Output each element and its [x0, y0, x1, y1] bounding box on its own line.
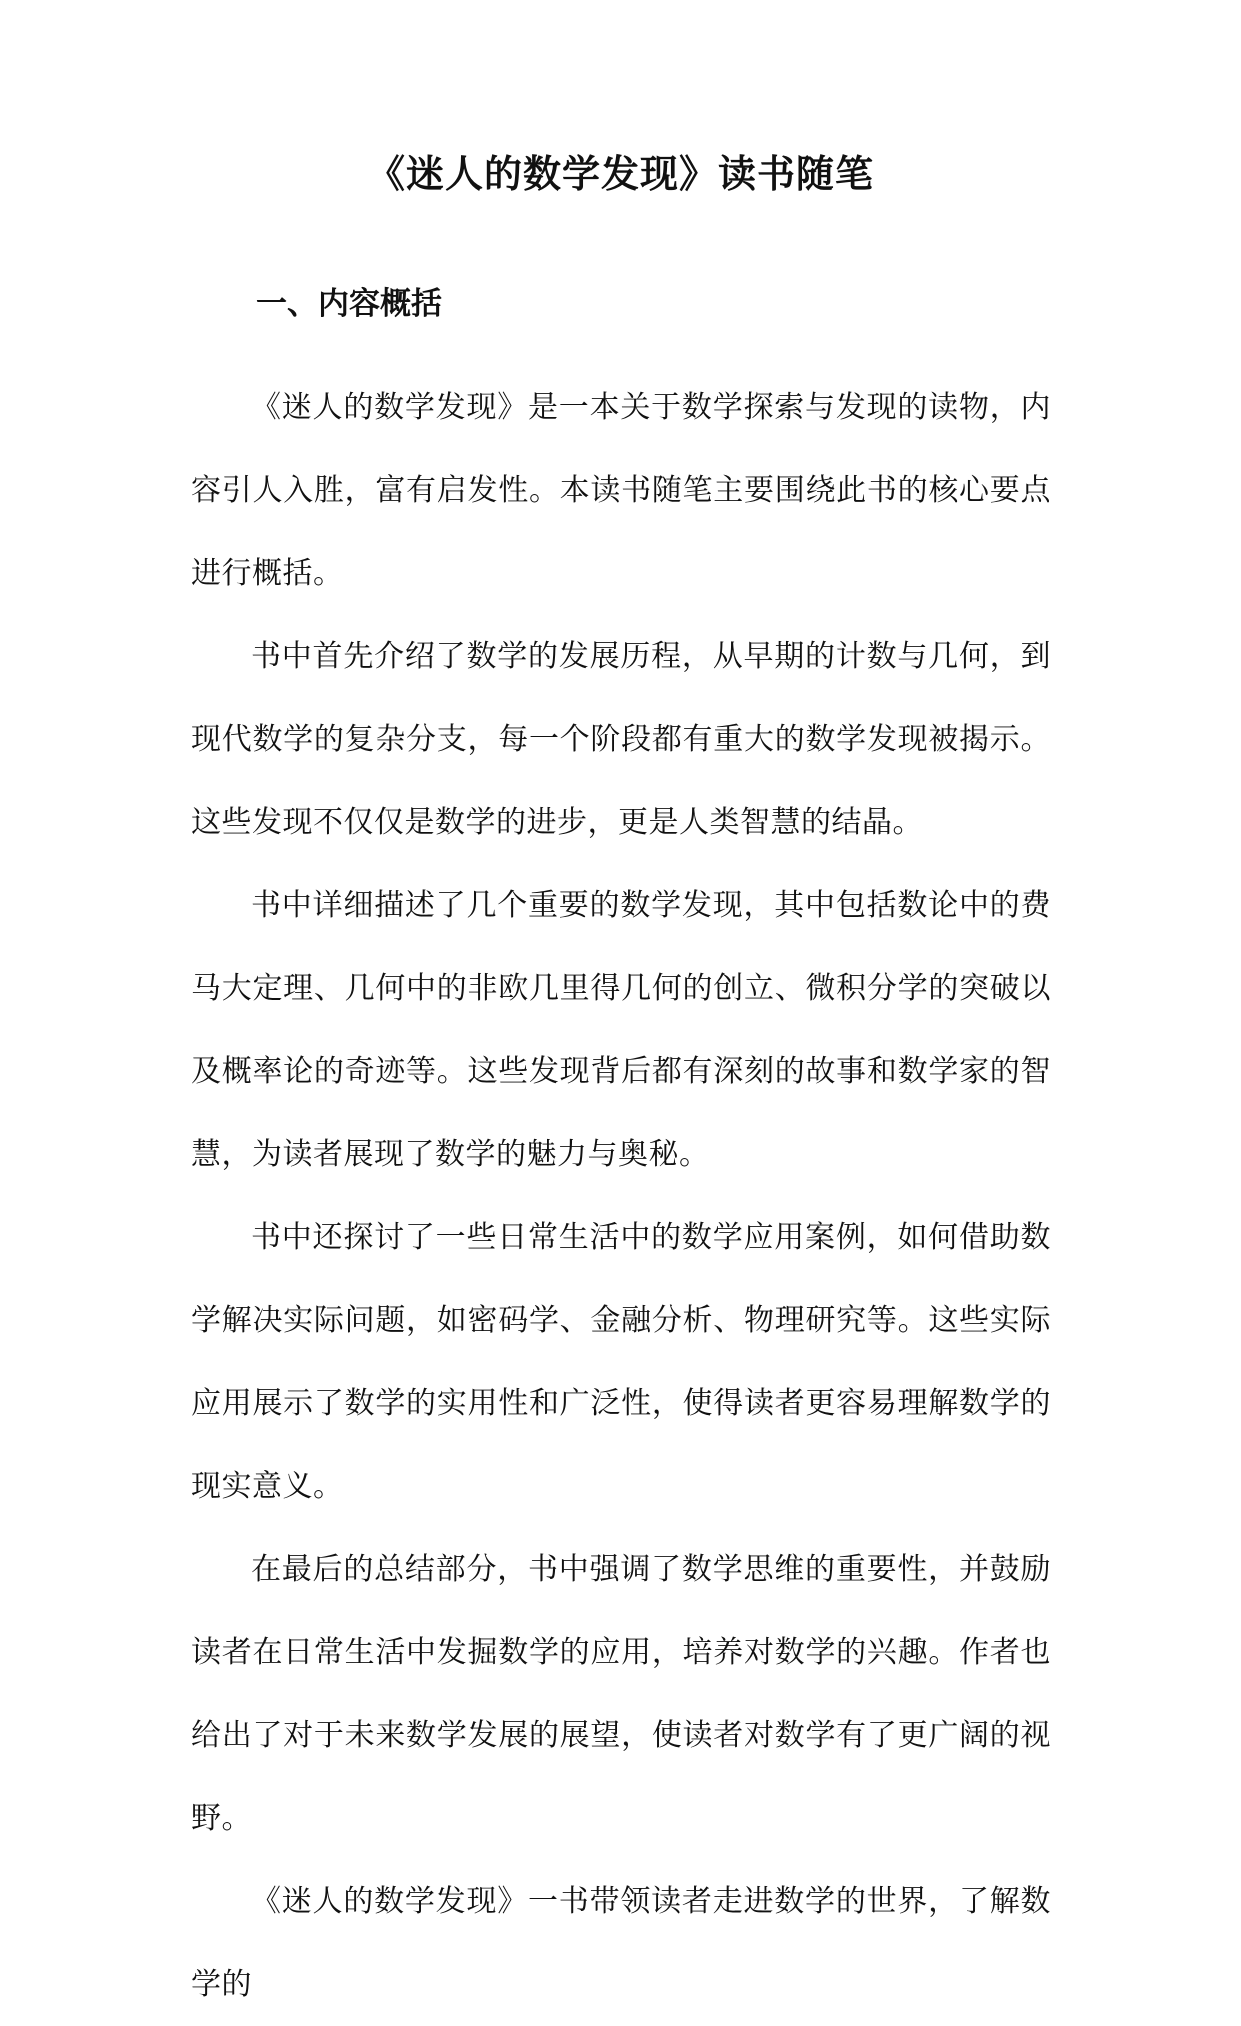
paragraph: 书中还探讨了一些日常生活中的数学应用案例，如何借助数学解决实际问题，如密码学、金融分析、物理研究等。这些实际应用展示了数学的实用性和广泛性，使得读者更容易理解数学的现实意义。 — [191, 1220, 1051, 1504]
section-heading: 一、内容概括 — [256, 286, 442, 322]
paragraph: 书中详细描述了几个重要的数学发现，其中包括数论中的费马大定理、几何中的非欧几里得几何的创立、微积分学的突破以及概率论的奇迹等。这些发现背后都有深刻的故事和数学家的智慧，为读者展现了数学的魅力与奥秘。 — [191, 888, 1051, 1172]
paragraph: 《迷人的数学发现》一书带领读者走进数学的世界，了解数学的 — [191, 1884, 1051, 2002]
paragraph: 在最后的总结部分，书中强调了数学思维的重要性，并鼓励读者在日常生活中发掘数学的应用，培养对数学的兴趣。作者也给出了对于未来数学发展的展望，使读者对数学有了更广阔的视野。 — [191, 1552, 1051, 1836]
body-text — [191, 366, 1051, 2026]
paragraph: 《迷人的数学发现》是一本关于数学探索与发现的读物，内容引人入胜，富有启发性。本读书随笔主要围绕此书的核心要点进行概括。 — [191, 390, 1051, 591]
document-title: 《迷人的数学发现》读书随笔 — [366, 152, 874, 196]
paragraph: 书中首先介绍了数学的发展历程，从早期的计数与几何，到现代数学的复杂分支，每一个阶段都有重大的数学发现被揭示。这些发现不仅仅是数学的进步，更是人类智慧的结晶。 — [191, 639, 1051, 840]
